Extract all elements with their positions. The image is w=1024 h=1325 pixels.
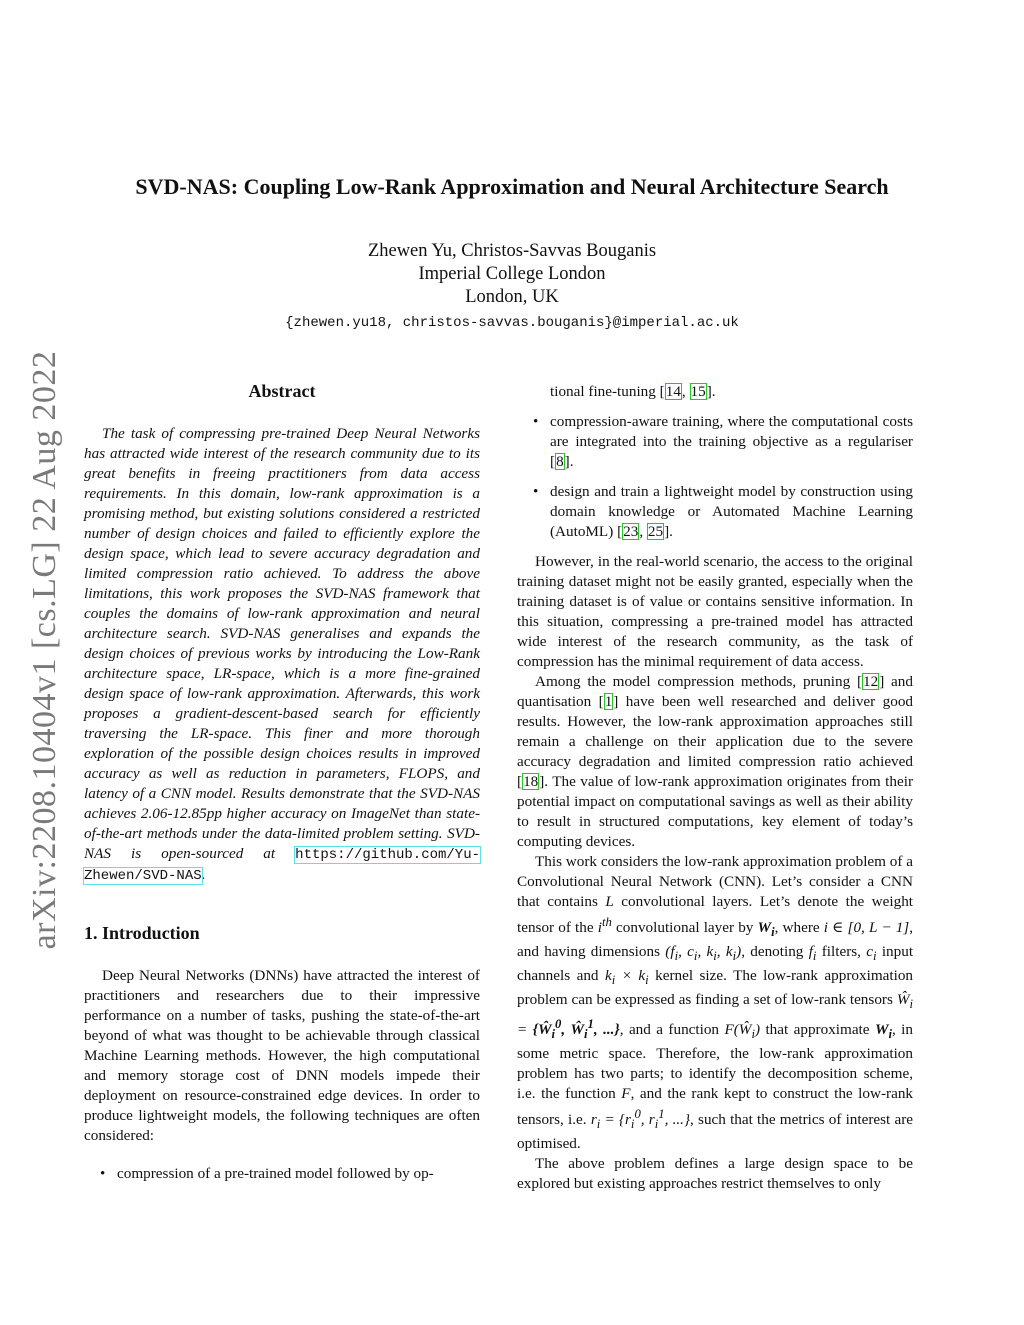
abstract-text [84, 424, 480, 886]
math-ri: $r_i = \{r_i^0$, $r_i^1$, ...} [590, 1107, 691, 1132]
intro-paragraph-3 [517, 672, 913, 852]
math-func: $F(Ŵ_i)$ [724, 1021, 761, 1042]
citation-link[interactable]: 8 [556, 453, 564, 470]
paragraph-text: filters, [821, 943, 861, 961]
paragraph-text: input channels and [517, 943, 914, 985]
citation-link[interactable]: 18 [523, 773, 539, 790]
arxiv-sidebar [24, 350, 66, 950]
math-Wi-2: $W_i$ [874, 1021, 892, 1042]
math-set-rhs: {$Ŵ_i^0$, $Ŵ_i^1$, ...} [532, 1017, 620, 1042]
intro-paragraph-5: The above problem defines a large design space to be explored but existing approaches restrict themselves to only [517, 1155, 913, 1193]
paragraph-text: kernel size. The low-rank approximation problem can be expressed as finding a set of low-rank tensors [517, 967, 914, 1009]
abstract-heading: Abstract [248, 381, 316, 401]
author-names: Zhewen Yu, Christos-Savvas Bouganis [367, 241, 657, 261]
citation-link[interactable]: 23 [623, 523, 639, 540]
list-item-text: compression-aware training, where the computational costs are integrated into the training objective as a regulariser [ [550, 413, 913, 470]
math-Wi [757, 919, 775, 940]
abstract-end: . [201, 866, 206, 883]
citation-link[interactable]: 12 [863, 673, 879, 690]
citation-link[interactable]: 15 [690, 383, 706, 400]
author-block [0, 240, 1024, 335]
paragraph-text: convolutional layers. Let’s denote the weight tensor of the [517, 893, 914, 937]
paragraph-text: , and the rank kept to construct the low-rank tensors, i.e. [517, 1085, 914, 1129]
list-item-continuation: tional fine-tuning [14, 15]. [550, 383, 716, 400]
left-column [84, 380, 480, 1194]
paragraph-text: , in some metric space. Therefore, the low-rank approximation problem has two parts; to identify the decomposition scheme, i.e. the function [517, 1021, 913, 1103]
paper-title: SVD-NAS: Coupling Low-Rank Approximation and Neural Architecture Search [135, 174, 889, 199]
paragraph-text: ]. The value of low-rank approximation originates from their potential impact on computational savings as well as their ability to result in structured computations, key element of today’s computing devices. [517, 773, 913, 850]
abstract-body: The task of compressing pre-trained Deep Neural Networks has attracted wide interest of the research community due to its great benefits in freeing practitioners from data access requirements. In this domain, low-rank approximation is a promising method, but existing solutions considered a restricted number of design choices and failed to efficiently explore the design space, which lead to severe accuracy degradation and limited compression ratio achieved. To address the above limitations, this work proposes the SVD-NAS framework that couples the domains of low-rank approximation and neural architecture search. SVD-NAS generalises and expands the design choices of previous works by introducing the Low-Rank architecture space, LR-space, which is a more fine-grained design space of low-rank approximation. Afterwards, this work proposes a gradient-descent-based search for efficiently traversing the LR-space. This finer and more thorough exploration of the possible design choices results in improved accuracy as well as reduction in parameters, FLOPS, and latency of a CNN model. Results demonstrate that the SVD-NAS achieves 2.06-12.85pp higher accuracy on ImageNet than state-of-the-art methods under the data-limited problem setting. SVD-NAS is open-sourced at [84, 425, 480, 862]
github-link[interactable]: https://github.com/Yu-Zhewen/SVD-NAS [84, 847, 481, 884]
affiliation: Imperial College London [418, 264, 606, 284]
intro-paragraph-4 [517, 852, 913, 1154]
paragraph-text: , and having dimensions [517, 919, 914, 961]
right-column [517, 382, 913, 1194]
location: London, UK [465, 287, 559, 307]
paragraph-text: , denoting [741, 943, 804, 961]
math-i: i [597, 919, 603, 937]
list-item: • design and train a lightweight model by construction using domain knowledge or Automated Machine Learning (AutoML) [23, 25]. [517, 482, 913, 542]
math-ci: $c_i$ [866, 943, 877, 964]
math-W: W [757, 919, 772, 937]
math-L: L [605, 893, 614, 910]
introduction-heading: 1. Introduction [84, 923, 200, 943]
technique-list [84, 1164, 480, 1184]
paragraph-text: ] and quantisation [ [517, 673, 913, 710]
continuation-text: tional fine-tuning [ [550, 383, 665, 400]
citation-link[interactable]: 14 [665, 383, 681, 400]
list-item: • compression of a pre-trained model followed by op- [84, 1164, 480, 1184]
paragraph-text: , and a function [619, 1021, 720, 1039]
technique-list-continued [517, 412, 913, 542]
list-item: • compression-aware training, where the computational costs are integrated into the training objective as a regulariser [8]. [517, 412, 913, 472]
paragraph-text: Among the model compression methods, pruning [ [535, 673, 863, 690]
paragraph-text: that approximate [765, 1021, 870, 1039]
paragraph-text: This work considers the low-rank approximation problem of a Convolutional Neural Network (CNN). Let’s consider a CNN that contains [517, 853, 913, 910]
arxiv-identifier: arXiv:2208.10404v1 [cs.LG] 22 Aug 2022 [26, 350, 63, 950]
math-range: i ∈ [0, L − 1] [823, 919, 910, 937]
citation-link[interactable]: 25 [647, 523, 664, 540]
math-dims: ($f_i$, $c_i$, $k_i$, $k_i$) [665, 943, 742, 964]
math-kxk: $k_i \times k_i$ [604, 967, 649, 988]
math-fi: $f_i$ [808, 943, 817, 964]
list-item-text: design and train a lightweight model by construction using domain knowledge or Automated Machine Learning (AutoML) [ [550, 483, 913, 540]
intro-paragraph-2: However, in the real-world scenario, the access to the original training dataset might not be easily granted, especially when the training dataset is of value or contains sensitive information. In this situation, compressing a pre-trained model has attracted wide interest of the research community, as the task of compression has the minimal requirement of data access. [517, 553, 913, 670]
paragraph-text: , such that the metrics of interest are optimised. [517, 1111, 914, 1153]
math-sub-i: i [771, 925, 775, 940]
math-th: th [602, 915, 612, 929]
paragraph-text: convolutional layer by [616, 919, 754, 937]
math-F: F [621, 1085, 631, 1103]
citation-link[interactable]: 1 [604, 693, 613, 710]
author-emails: {zhewen.yu18, christos-savvas.bouganis}@imperial.ac.uk [285, 315, 739, 331]
paragraph-text: ] have been well researched and deliver good results. However, the low-rank approximation approaches still remain a challenge on their application due to the severe accuracy degradation and limited compression ratio achieved [ [517, 693, 914, 790]
paragraph-text: , where [774, 919, 820, 937]
intro-paragraph-1: Deep Neural Networks (DNNs) have attracted the interest of practitioners and researchers due to their impressive performance on a number of tasks, pushing the state-of-the-art beyond of what was thought to be achievable through classical Machine Learning methods. However, the high computational and memory storage cost of DNN models impede their deployment on resource-constrained edge devices. In order to produce lightweight models, the following techniques are often considered: [84, 967, 480, 1144]
math-ith [597, 915, 612, 937]
math-set: $Ŵ_i$ = [517, 991, 913, 1039]
